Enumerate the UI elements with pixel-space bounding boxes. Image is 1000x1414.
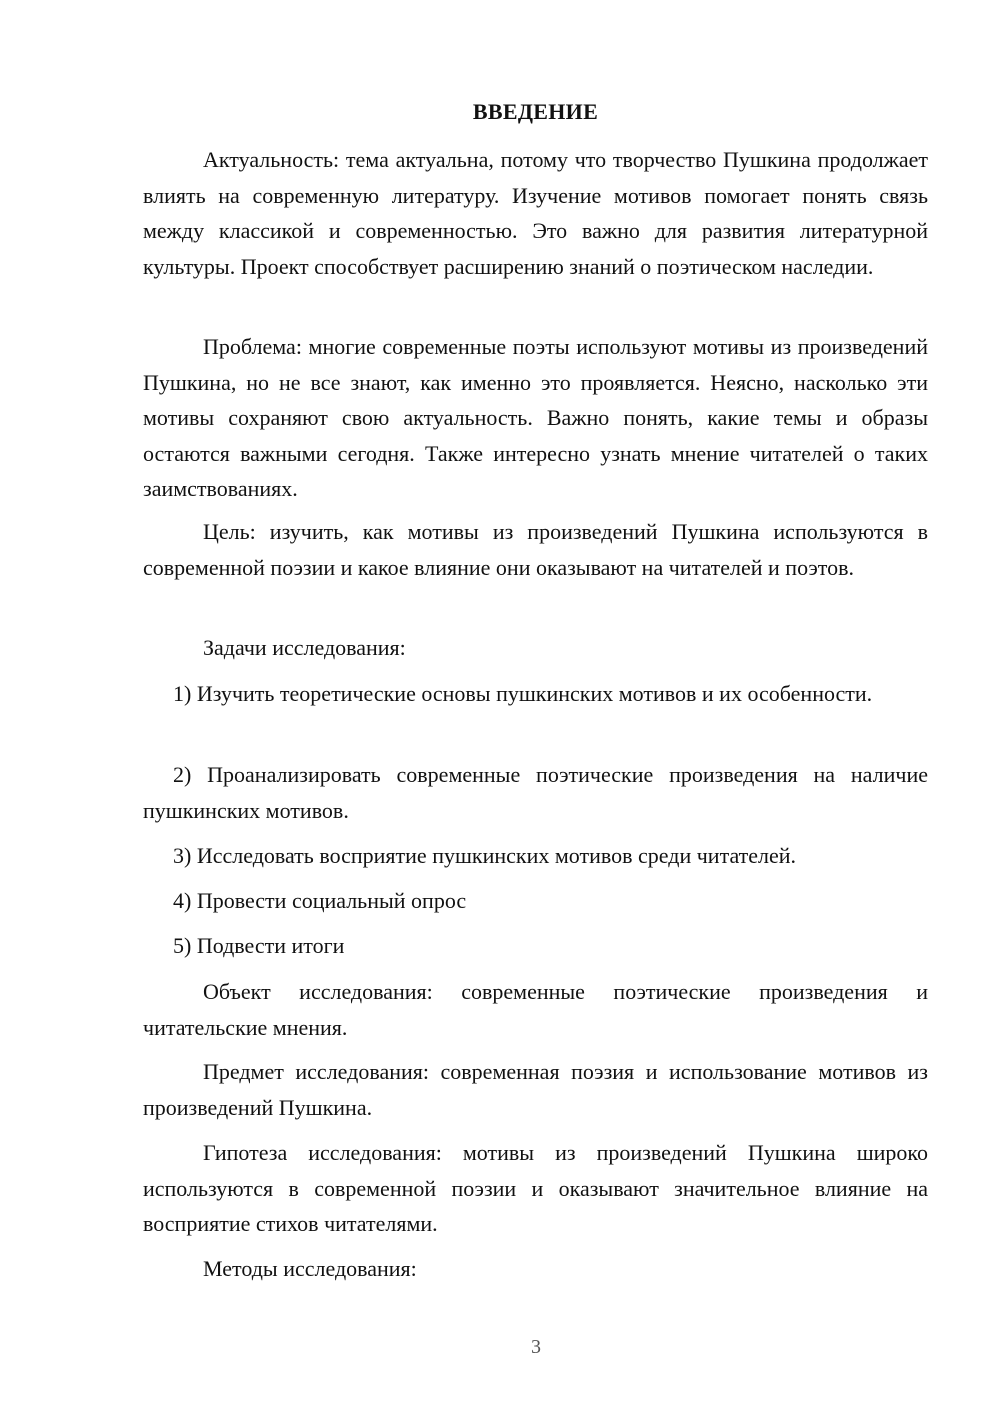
section-heading: ВВЕДЕНИЕ	[472, 99, 599, 124]
task-item-2: 2) Проанализировать современные поэтические произведения на наличие пушкинских мотивов.	[143, 762, 928, 823]
paragraph-problem: Проблема: многие современные поэты используют мотивы из произведений Пушкина, но не все знают, как именно это проявляется. Неясно, насколько эти мотивы сохраняют свою актуальность. Важно понять, какие темы и образы остаются важными сегодня. Также интересно узнать мнение читателей о таких заимствованиях.	[143, 334, 928, 501]
task-item-4: 4) Провести социальный опрос	[173, 888, 467, 913]
paragraph-hypothesis: Гипотеза исследования: мотивы из произведений Пушкина широко используются в современной поэзии и оказывают значительное влияние на восприятие стихов читателями.	[143, 1140, 928, 1236]
task-item-1: 1) Изучить теоретические основы пушкинских мотивов и их особенности.	[173, 681, 873, 706]
page-number: 3	[531, 1336, 541, 1358]
paragraph-goal: Цель: изучить, как мотивы из произведений Пушкина используются в современной поэзии и какое влияние они оказывают на читателей и поэтов.	[143, 519, 928, 580]
task-item-5: 5) Подвести итоги	[173, 933, 345, 958]
paragraph-relevance: Актуальность: тема актуальна, потому что творчество Пушкина продолжает влиять на современную литературу. Изучение мотивов помогает понять связь между классикой и современностью. Это важно для развития литературной культуры. Проект способствует расширению знаний о поэтическом наследии.	[143, 147, 928, 279]
task-item-3: 3) Исследовать восприятие пушкинских мотивов среди читателей.	[173, 843, 797, 868]
paragraph-subject: Предмет исследования: современная поэзия и использование мотивов из произведений Пушкина.	[143, 1059, 928, 1120]
tasks-title: Задачи исследования:	[203, 635, 406, 660]
methods-title: Методы исследования:	[203, 1256, 417, 1281]
paragraph-object: Объект исследования: современные поэтические произведения и читательские мнения.	[143, 979, 928, 1040]
